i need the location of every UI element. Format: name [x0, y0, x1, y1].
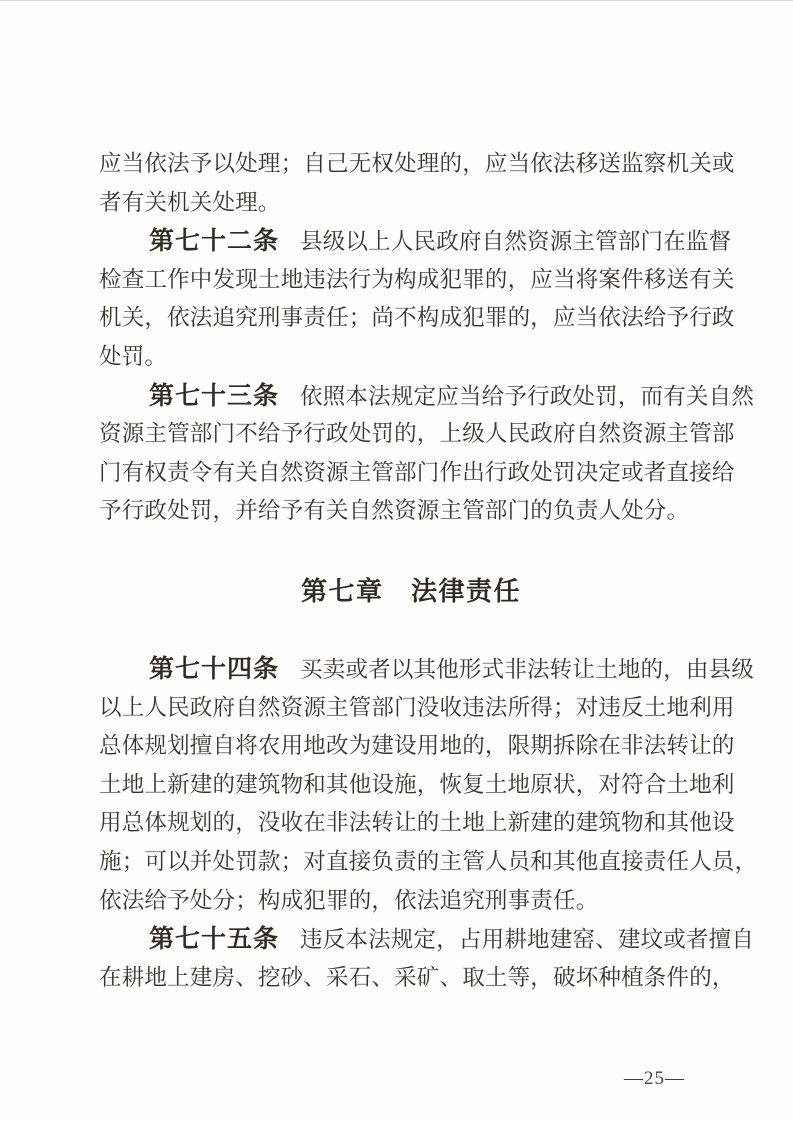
text-line: 处罚。 — [99, 343, 168, 369]
text-line: 违反本法规定，占用耕地建窑、建坟或者擅自 — [300, 927, 755, 953]
article-75-opening-line — [99, 920, 755, 959]
text-line: 检查工作中发现土地违法行为构成犯罪的，应当将案件移送有关 — [99, 266, 735, 292]
text-line: 者有关机关处理。 — [99, 189, 281, 215]
text-line: 门有权责令有关自然资源主管部门作出行政处罚决定或者直接给 — [99, 459, 735, 485]
text-line: 予行政处罚，并给予有关自然资源主管部门的负责人处分。 — [99, 498, 690, 524]
article-75-number: 第七十五条 — [149, 925, 280, 954]
text-line: 以上人民政府自然资源主管部门没收违法所得；对违反土地利用 — [99, 694, 735, 720]
article-72-number: 第七十二条 — [149, 227, 280, 256]
text-line: 资源主管部门不给予行政处罚的，上级人民政府自然资源主管部 — [99, 421, 735, 447]
text-line: 买卖或者以其他形式非法转让土地的，由县级 — [300, 656, 755, 682]
article-73-number: 第七十三条 — [149, 381, 280, 410]
text-line: 依照本法规定应当给予行政处罚，而有关自然 — [300, 383, 755, 409]
text-line: 土地上新建的建筑物和其他设施，恢复土地原状，对符合土地利 — [99, 771, 735, 797]
text-line: 机关，依法追究刑事责任；尚不构成犯罪的，应当依法给予行政 — [99, 305, 735, 331]
text-line: 县级以上人民政府自然资源主管部门在监督 — [300, 229, 732, 255]
text-line: 应当依法予以处理；自己无权处理的，应当依法移送监察机关或 — [99, 151, 735, 176]
scan-edge-artifact — [0, 0, 793, 1]
document-text-block — [99, 145, 758, 997]
article-74-opening-line — [99, 650, 755, 689]
text-line: 施；可以并处罚款；对直接负责的主管人员和其他直接责任人员， — [99, 848, 758, 874]
article-72-opening-line — [99, 222, 732, 261]
text-line: 总体规划擅自将农用地改为建设用地的，限期拆除在非法转让的 — [99, 733, 735, 759]
page-number: —25— — [624, 1068, 685, 1089]
article-73-opening-line — [99, 377, 755, 416]
article-74-number: 第七十四条 — [149, 654, 280, 683]
chapter-heading: 第七章 法律责任 — [300, 575, 521, 606]
text-line: 依法给予处分；构成犯罪的，依法追究刑事责任。 — [99, 887, 599, 913]
text-line: 用总体规划的，没收在非法转让的土地上新建的建筑物和其他设 — [99, 810, 735, 836]
text-line: 在耕地上建房、挖砂、采石、采矿、取土等，破坏种植条件的， — [99, 964, 735, 990]
